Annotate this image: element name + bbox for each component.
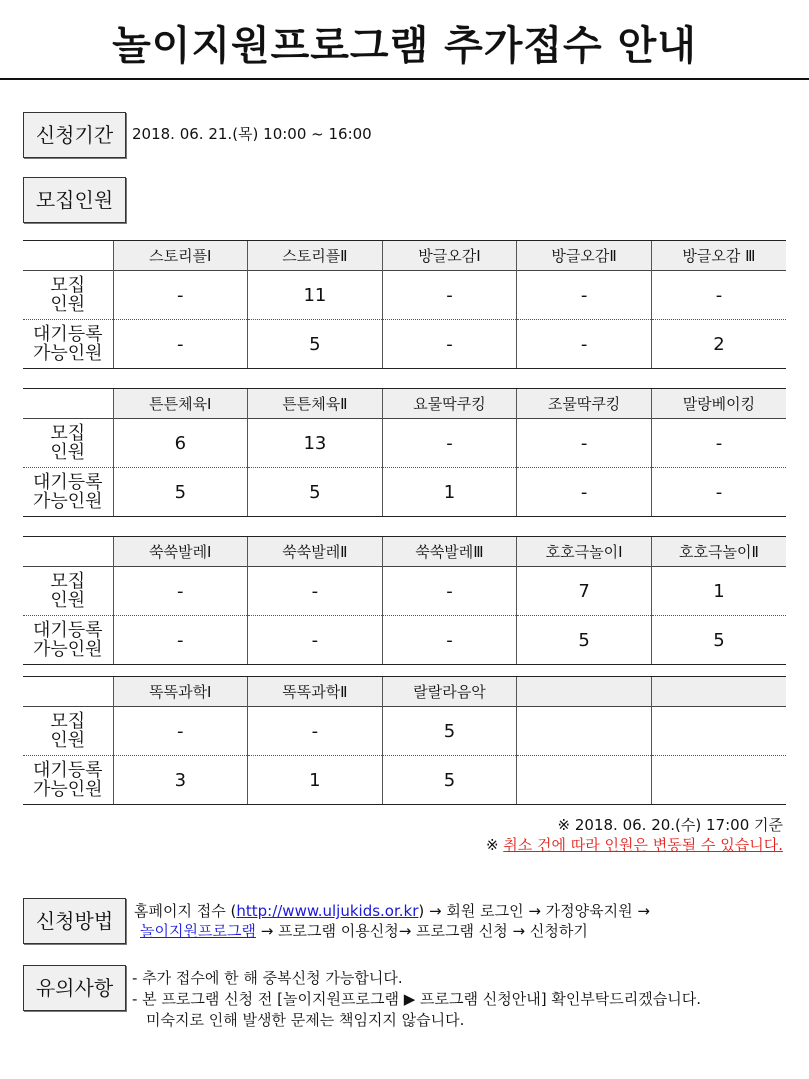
- program-table-4: [23, 676, 786, 805]
- recruit-count-cell: 11: [248, 271, 383, 320]
- row-label-waitlist: [23, 616, 113, 665]
- period-label: 신청기간: [23, 112, 126, 158]
- row-label-line: 가능인원: [32, 639, 103, 660]
- row-label-waitlist: [23, 320, 113, 369]
- homepage-link[interactable]: http://www.uljukids.or.kr: [236, 902, 419, 920]
- program-header: 조물딱쿠킹: [517, 389, 652, 419]
- program-link[interactable]: 놀이지원프로그램: [140, 922, 256, 940]
- waitlist-count-cell: -: [382, 616, 517, 665]
- row-label-recruit: [23, 271, 113, 320]
- waitlist-count-cell: -: [382, 320, 517, 369]
- waitlist-count-cell: 5: [248, 320, 383, 369]
- caution-line3: 미숙지로 인해 발생한 문제는 책임지지 않습니다.: [146, 1011, 465, 1029]
- program-header: 쑥쑥발레Ⅲ: [382, 537, 517, 567]
- program-header: 말랑베이킹: [651, 389, 786, 419]
- waitlist-count-cell: -: [517, 468, 652, 517]
- waitlist-count-cell: -: [113, 616, 248, 665]
- program-table-3: [23, 536, 786, 665]
- waitlist-count-cell: 1: [248, 756, 383, 805]
- change-note: [486, 835, 783, 855]
- row-label-line: 인원: [50, 442, 86, 463]
- waitlist-count-cell: 5: [382, 756, 517, 805]
- waitlist-count-cell: 1: [382, 468, 517, 517]
- program-table-1: [23, 240, 786, 369]
- row-label-recruit: [23, 567, 113, 616]
- caution-line1: - 추가 접수에 한 해 중복신청 가능합니다.: [132, 969, 403, 987]
- program-header: 똑똑과학Ⅰ: [113, 677, 248, 707]
- method-label: 신청방법: [23, 898, 126, 944]
- waitlist-count-cell: 5: [517, 616, 652, 665]
- program-header: 스토리플Ⅰ: [113, 241, 248, 271]
- row-label-recruit: [23, 707, 113, 756]
- program-header: 요물딱쿠킹: [382, 389, 517, 419]
- waitlist-count-cell: [651, 756, 786, 805]
- corner-cell: [23, 389, 113, 419]
- recruit-count-cell: [651, 707, 786, 756]
- program-header: [651, 677, 786, 707]
- row-label-line: 가능인원: [32, 491, 103, 512]
- recruit-count-cell: 5: [382, 707, 517, 756]
- title-divider: [0, 78, 809, 80]
- program-header: 방글오감 Ⅲ: [651, 241, 786, 271]
- recruit-count-cell: -: [248, 707, 383, 756]
- row-label-recruit: [23, 419, 113, 468]
- recruit-count-cell: -: [113, 271, 248, 320]
- row-label-line: 모집: [50, 275, 86, 296]
- method-line1: [134, 901, 650, 922]
- caution-line2: - 본 프로그램 신청 전 [놀이지원프로그램 ▶ 프로그램 신청안내] 확인부탁드리겠습니다.: [132, 990, 701, 1008]
- row-label-line: 모집: [50, 423, 86, 444]
- basis-note: ※ 2018. 06. 20.(수) 17:00 기준: [557, 816, 783, 834]
- waitlist-count-cell: -: [113, 320, 248, 369]
- row-label-line: 모집: [50, 711, 86, 732]
- recruit-count-cell: 1: [651, 567, 786, 616]
- program-header: 스토리플Ⅱ: [248, 241, 383, 271]
- caution-label: 유의사항: [23, 965, 126, 1011]
- row-label-line: 인원: [50, 730, 86, 751]
- recruit-count-cell: -: [517, 271, 652, 320]
- recruit-count-cell: 13: [248, 419, 383, 468]
- waitlist-count-cell: 2: [651, 320, 786, 369]
- change-note-text: 취소 건에 따라 인원은 변동될 수 있습니다.: [503, 836, 783, 854]
- row-label-line: 모집: [50, 571, 86, 592]
- recruit-count-cell: -: [651, 271, 786, 320]
- program-table-2: [23, 388, 786, 517]
- waitlist-count-cell: 5: [651, 616, 786, 665]
- waitlist-count-cell: -: [651, 468, 786, 517]
- row-label-line: 대기등록: [32, 324, 103, 345]
- program-header: 쑥쑥발레Ⅱ: [248, 537, 383, 567]
- method-line2: [140, 921, 588, 942]
- program-header: 튼튼체육Ⅰ: [113, 389, 248, 419]
- corner-cell: [23, 677, 113, 707]
- program-header: 호호극놀이Ⅰ: [517, 537, 652, 567]
- waitlist-count-cell: 5: [248, 468, 383, 517]
- row-label-line: 대기등록: [32, 472, 103, 493]
- method-prefix: 홈페이지 접수 (: [134, 902, 237, 920]
- row-label-line: 가능인원: [32, 343, 103, 364]
- page-title: 놀이지원프로그램 추가접수 안내: [112, 23, 697, 69]
- recruit-count-cell: [517, 707, 652, 756]
- waitlist-count-cell: -: [248, 616, 383, 665]
- waitlist-count-cell: 3: [113, 756, 248, 805]
- method-steps: ) → 회원 로그인 → 가정양육지원 →: [418, 902, 650, 920]
- program-header: 방글오감Ⅱ: [517, 241, 652, 271]
- row-label-line: 인원: [50, 590, 86, 611]
- row-label-line: 인원: [50, 294, 86, 315]
- recruit-label: 모집인원: [23, 177, 126, 223]
- recruit-count-cell: 6: [113, 419, 248, 468]
- waitlist-count-cell: 5: [113, 468, 248, 517]
- program-header: 튼튼체육Ⅱ: [248, 389, 383, 419]
- program-header: 똑똑과학Ⅱ: [248, 677, 383, 707]
- waitlist-count-cell: -: [517, 320, 652, 369]
- program-header: 랄랄라음악: [382, 677, 517, 707]
- row-label-waitlist: [23, 468, 113, 517]
- recruit-count-cell: -: [382, 419, 517, 468]
- recruit-count-cell: -: [517, 419, 652, 468]
- recruit-count-cell: -: [248, 567, 383, 616]
- program-header: 쑥쑥발레Ⅰ: [113, 537, 248, 567]
- corner-cell: [23, 537, 113, 567]
- row-label-line: 대기등록: [32, 760, 103, 781]
- row-label-line: 대기등록: [32, 620, 103, 641]
- corner-cell: [23, 241, 113, 271]
- recruit-count-cell: -: [651, 419, 786, 468]
- program-header: [517, 677, 652, 707]
- row-label-waitlist: [23, 756, 113, 805]
- waitlist-count-cell: [517, 756, 652, 805]
- recruit-count-cell: -: [382, 271, 517, 320]
- recruit-count-cell: 7: [517, 567, 652, 616]
- program-header: 호호극놀이Ⅱ: [651, 537, 786, 567]
- recruit-count-cell: -: [382, 567, 517, 616]
- recruit-count-cell: -: [113, 707, 248, 756]
- method-steps-2: → 프로그램 이용신청→ 프로그램 신청 → 신청하기: [255, 922, 588, 940]
- row-label-line: 가능인원: [32, 779, 103, 800]
- program-header: 방글오감Ⅰ: [382, 241, 517, 271]
- recruit-count-cell: -: [113, 567, 248, 616]
- change-note-prefix: ※: [485, 836, 504, 854]
- period-value: 2018. 06. 21.(목) 10:00 ~ 16:00: [132, 125, 372, 143]
